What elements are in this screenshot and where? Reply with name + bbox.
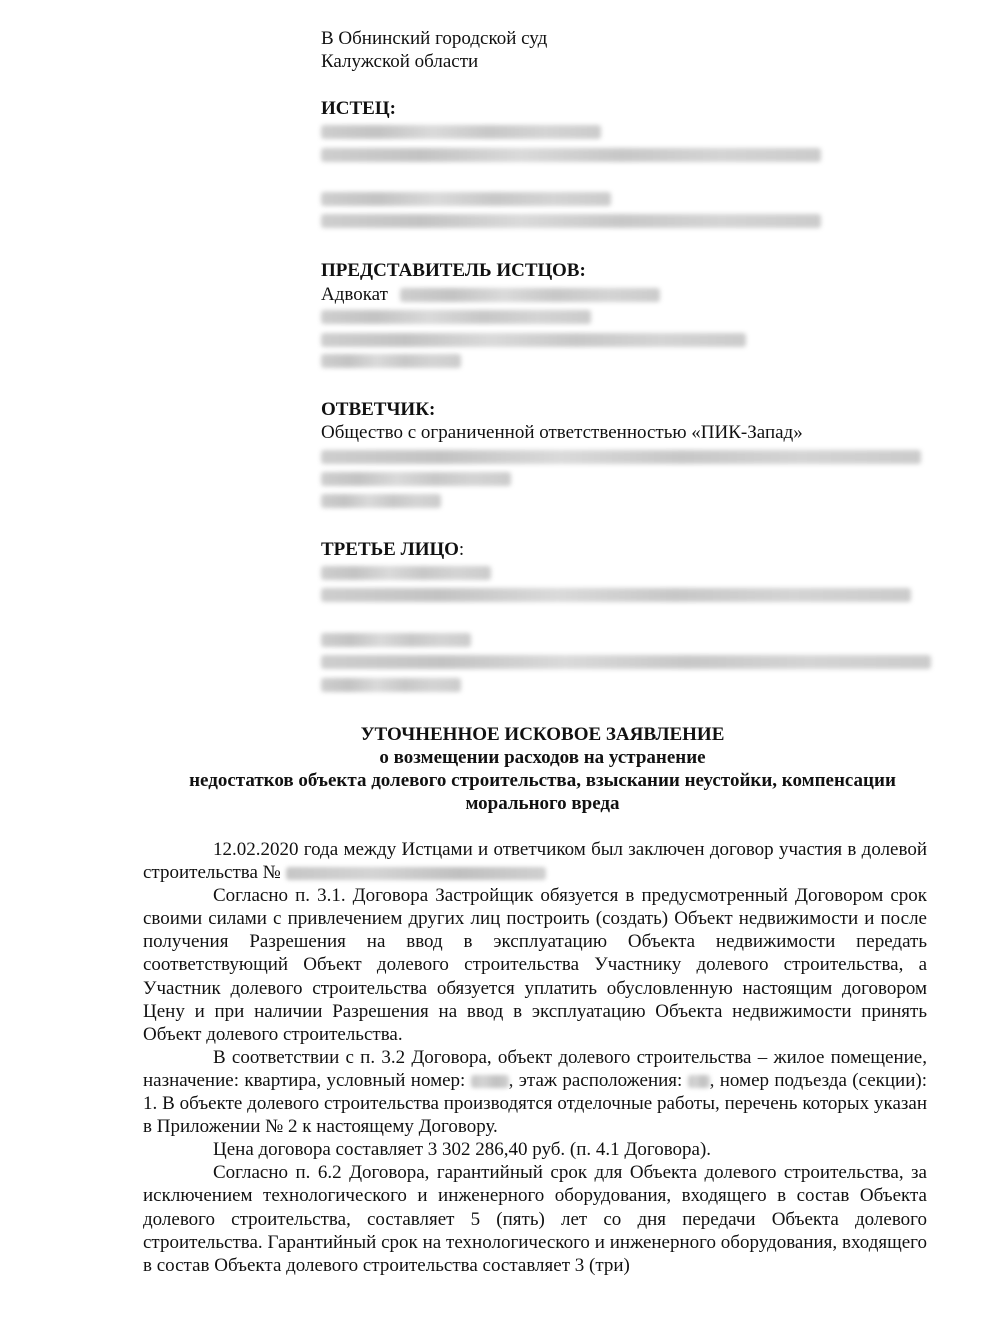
document-title-line-4: морального вреда [465, 793, 620, 814]
redacted-block [321, 633, 471, 647]
plaintiff-heading: ИСТЕЦ: [321, 98, 396, 119]
document-body [143, 838, 927, 1277]
redacted-block [321, 655, 931, 669]
defendant-heading: ОТВЕТЧИК: [321, 399, 436, 420]
redacted-block [400, 288, 660, 302]
defendant-name: Общество с ограниченной ответственностью «ПИК-Запад» [321, 422, 803, 443]
redacted-block [688, 1075, 710, 1088]
document-title-line-2: о возмещении расходов на устранение [379, 747, 706, 768]
third-party-heading: ТРЕТЬЕ ЛИЦО: [321, 539, 465, 560]
redacted-block [321, 472, 511, 486]
redacted-block [286, 867, 546, 880]
paragraph-clause-3-1: Согласно п. 3.1. Договора Застройщик обязуется в предусмотренный Договором срок своими силами с привлечением других лиц построить (создать) Объект недвижимости и после получения Разрешения на ввод в эксплуатацию Объекта недвижимости передать соответствующий Объект долевого строительства Участнику долевого строительства, а Участник долевого строительства обязуется уплатить обусловленную настоящим договором Цену и при наличии Разрешения на ввод в эксплуатацию Объекта недвижимости принять Объект долевого строительства. [143, 885, 927, 1045]
document-title-line-3: недостатков объекта долевого строительства, взыскании неустойки, компенсации [189, 770, 896, 791]
redacted-block [321, 214, 821, 228]
paragraph-warranty: Согласно п. 6.2 Договора, гарантийный срок для Объекта долевого строительства, за исключением технологического и инженерного оборудования, входящего в состав Объекта долевого строительства, составляет 5 (пять) лет со дня передачи Объекта долевого строительства. Гарантийный срок на технологического и инженерного оборудования, входящего в состав Объекта долевого строительства составляет 3 (три) [143, 1162, 927, 1276]
representative-prefix: Адвокат [321, 284, 388, 305]
redacted-block [321, 310, 591, 324]
redacted-block [321, 566, 491, 580]
addressee-line-2: Калужской области [321, 51, 479, 72]
redacted-block [321, 450, 921, 464]
paragraph-price: Цена договора составляет 3 302 286,40 руб. (п. 4.1 Договора). [213, 1139, 712, 1161]
paragraph-clause-3-2: В соответствии с п. 3.2 Договора, объект долевого строительства – жилое помещение, назначение: квартира, условный номер: , этаж расположения: , номер подъезда (секции): 1. В объекте долевого строительства производятся отделочные работы, перечень которых указан в Приложении № 2 к настоящему Договору. [143, 1046, 927, 1138]
document-title-line-1: УТОЧНЕННОЕ ИСКОВОЕ ЗАЯВЛЕНИЕ [360, 724, 725, 745]
redacted-block [471, 1075, 509, 1088]
addressee-line-1: В Обнинский городской суд [321, 28, 548, 49]
redacted-block [321, 494, 441, 508]
paragraph-contract: 12.02.2020 года между Истцами и ответчиком был заключен договор участия в долевой строительства № [143, 839, 927, 884]
representative-heading: ПРЕДСТАВИТЕЛЬ ИСТЦОВ: [321, 260, 586, 281]
redacted-block [321, 354, 461, 368]
redacted-block [321, 678, 461, 692]
redacted-block [321, 192, 611, 206]
redacted-block [321, 148, 821, 162]
redacted-block [321, 333, 746, 347]
redacted-block [321, 588, 911, 602]
redacted-block [321, 125, 601, 139]
